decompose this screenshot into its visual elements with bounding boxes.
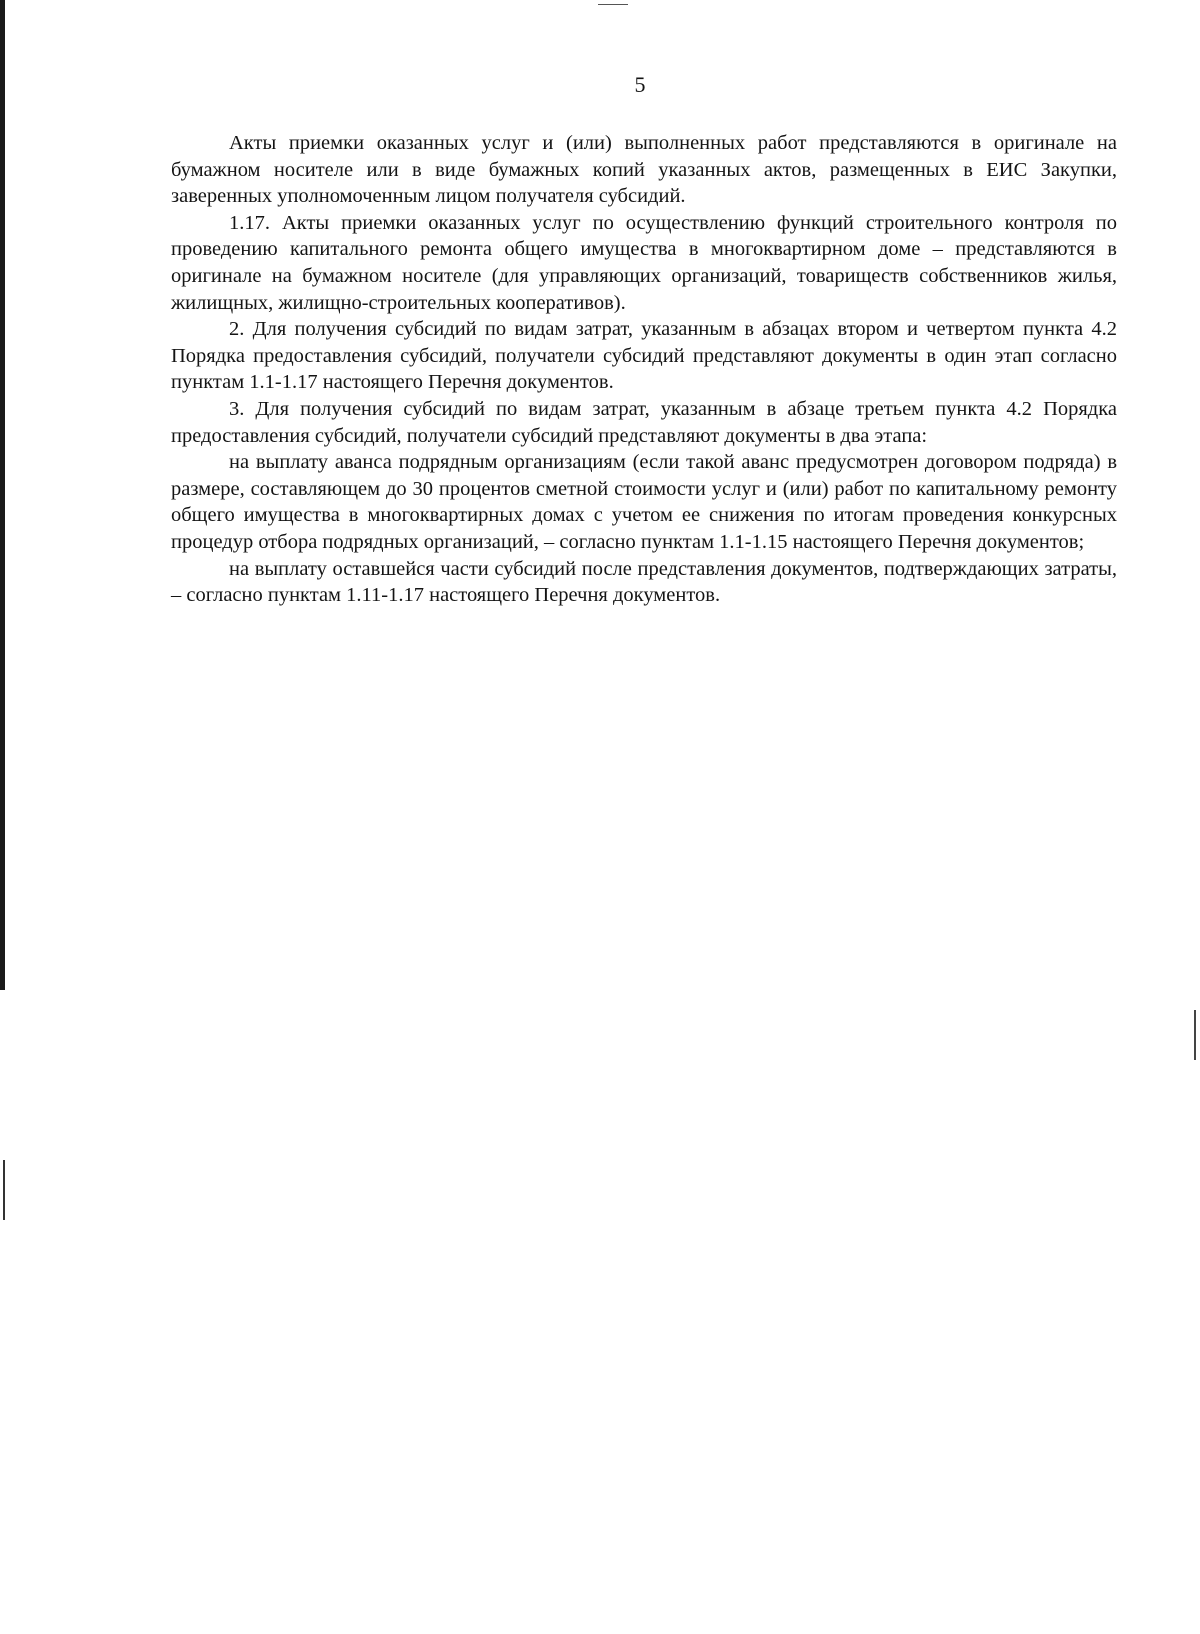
scan-edge-right-mark (1194, 1010, 1196, 1060)
paragraph-advance-payment: на выплату аванса подрядным организациям (если такой аванс предусмотрен договором подряда) в размере, составляющем до 30 процентов сметной стоимости услуг и (или) работ по капитальному ремонту общего имущества в многоквартирных домах с учетом ее снижения по итогам проведения конкурсных процедур отбора подрядных организаций, – согласно пунктам 1.1-1.15 настоящего Перечня документов; (171, 451, 1117, 553)
document-body (171, 130, 1117, 609)
scan-edge-left-mark (3, 1160, 5, 1220)
scan-edge-left (0, 0, 5, 990)
page-number: 5 (634, 72, 646, 97)
paragraph-3: 3. Для получения субсидий по видам затрат, указанным в абзаце третьем пункта 4.2 Порядка предоставления субсидий, получатели субсидий представляют документы в два этапа: (171, 397, 1117, 447)
paragraph-remaining-payment: на выплату оставшейся части субсидий после представления документов, подтверждающих затраты, – согласно пунктам 1.11-1.17 настоящего Перечня документов. (171, 557, 1117, 607)
paragraph-acts-acceptance: Акты приемки оказанных услуг и (или) выполненных работ представляются в оригинале на бумажном носителе или в виде бумажных копий указанных актов, размещенных в ЕИС Закупки, заверенных уполномоченным лицом получателя субсидий. (171, 132, 1117, 208)
paragraph-2: 2. Для получения субсидий по видам затрат, указанным в абзацах втором и четвертом пункта 4.2 Порядка предоставления субсидий, получатели субсидий представляют документы в один этап согласно пунктам 1.1-1.17 настоящего Перечня документов. (171, 318, 1117, 394)
paragraph-1-17: 1.17. Акты приемки оказанных услуг по осуществлению функций строительного контроля по проведению капитального ремонта общего имущества в многоквартирном доме – представляются в оригинале на бумажном носителе (для управляющих организаций, товариществ собственников жилья, жилищных, жилищно-строительных кооперативов). (171, 211, 1117, 314)
scan-edge-top (598, 4, 628, 5)
